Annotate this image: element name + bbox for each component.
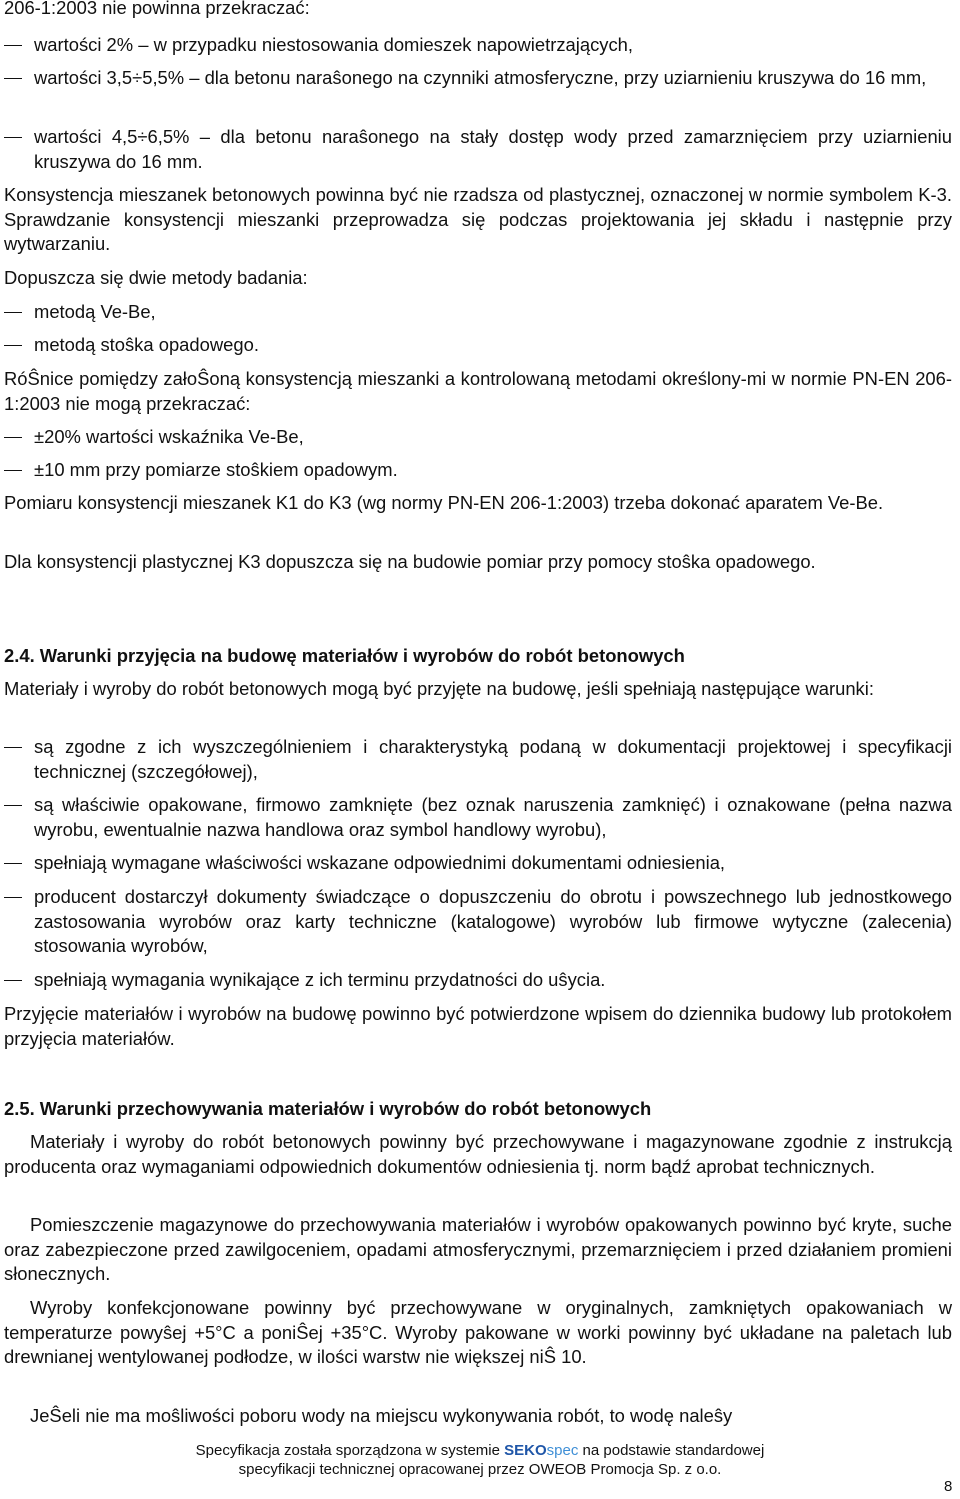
section-heading-2-5: 2.5. Warunki przechowywania materiałów i wyrobów do robót betonowych [4,1098,652,1119]
dash-bullet-icon [4,897,22,898]
list-item: wartości 3,5÷5,5% – dla betonu naraŝonego na czynniki atmosferyczne, przy uziarnieniu kruszywa do 16 mm, [4,66,952,91]
dash-bullet-icon [4,437,22,438]
brand-logo: SEKOspec [504,1442,579,1459]
list-item: są właściwie opakowane, firmowo zamknięte (bez oznak naruszenia zamknięć) i oznakowane (pełna nazwa wyrobu, ewentualnie nazwa handlowa oraz symbol handlowy wyrobu), [4,793,952,842]
dash-bullet-icon [4,747,22,748]
paragraph-measurement: Pomiaru konsystencji mieszanek K1 do K3 (wg normy PN-EN 206-1:2003) trzeba dokonać aparatem Ve-Be. [4,492,884,513]
list-item: metodą stoŝka opadowego. [4,333,952,358]
list-item: są zgodne z ich wyszczególnieniem i charakterystyką podaną w dokumentacji projektowej i specyfikacji technicznej (szczegółowej), [4,735,952,784]
footer [0,1441,960,1479]
list-item: wartości 4,5÷6,5% – dla betonu naraŝonego na stały dostęp wody przed zamarznięciem przy uziarnieniu kruszywa do 16 mm. [4,125,952,174]
section-heading-2-4: 2.4. Warunki przyjęcia na budowę materiałów i wyrobów do robót betonowych [4,645,685,666]
paragraph-consistency: Konsystencja mieszanek betonowych powinna być nie rzadsza od plastycznej, oznaczonej w normie symbolem K-3. Sprawdzanie konsystencji mieszanki przeprowadza się podczas projektowania jej składu i następnie przy wytwarzaniu. [4,184,952,255]
dash-bullet-icon [4,45,22,46]
footer-line-1: Specyfikacja została sporządzona w systemie SEKOspec na podstawie standardowej [195,1442,765,1459]
list-item: spełniają wymagania wynikające z ich terminu przydatności do uŝycia. [4,968,952,993]
paragraph-plastic: Dla konsystencji plastycznej K3 dopuszcza się na budowie pomiar przy pomocy stoŝka opadowego. [4,551,816,572]
paragraph-storage-1: Materiały i wyroby do robót betonowych powinny być przechowywane i magazynowane zgodnie z instrukcją producenta oraz wymaganiami odpowiednich dokumentów odniesienia tj. norm bądź aprobat technicznych. [4,1131,952,1177]
paragraph-storage-2: Pomieszczenie magazynowe do przechowywania materiałów i wyrobów opakowanych powinno być kryte, suche oraz zabezpieczone przed zawilgoceniem, opadami atmosferycznymi, przemarznięciem i przed działaniem promieni słonecznych. [4,1214,952,1285]
dash-bullet-icon [4,78,22,79]
paragraph-differences: RóŜnice pomiędzy załoŜoną konsystencją mieszanki a kontrolowaną metodami określony-mi w normie PN-EN 206-1:2003 nie mogą przekraczać: [4,368,952,414]
dash-bullet-icon [4,345,22,346]
paragraph-storage-4: JeŜeli nie ma moŝliwości poboru wody na miejscu wykonywania robót, to wodę naleŝy [30,1405,733,1426]
dash-bullet-icon [4,863,22,864]
paragraph-storage-3: Wyroby konfekcjonowane powinny być przechowywane w oryginalnych, zamkniętych opakowaniach w temperaturze powyŝej +5°C a poniŜej +35°C. Wyroby pakowane w worki powinny być układane na paletach lub drewnianej wentylowanej podłodze, w ilości warstw nie większej niŜ 10. [4,1297,952,1368]
dash-bullet-icon [4,805,22,806]
list-item: spełniają wymagane właściwości wskazane odpowiednimi dokumentami odniesienia, [4,851,952,876]
list-item: ±20% wartości wskaźnika Ve-Be, [4,425,952,450]
list-item: wartości 2% – w przypadku niestosowania domieszek napowietrzających, [4,33,952,58]
dash-bullet-icon [4,137,22,138]
paragraph-methods: Dopuszcza się dwie metody badania: [4,267,308,288]
paragraph-acceptance: Materiały i wyroby do robót betonowych mogą być przyjęte na budowę, jeśli spełniają następujące warunki: [4,678,874,699]
dash-bullet-icon [4,980,22,981]
dash-bullet-icon [4,312,22,313]
page-number: 8 [944,1478,953,1495]
footer-line-2: specyfikacji technicznej opracowanej przez OWEOB Promocja Sp. z o.o. [238,1461,722,1478]
dash-bullet-icon [4,470,22,471]
list-item: ±10 mm przy pomiarze stoŝkiem opadowym. [4,458,952,483]
list-item: metodą Ve-Be, [4,300,952,325]
paragraph-confirmation: Przyjęcie materiałów i wyrobów na budowę powinno być potwierdzone wpisem do dziennika budowy lub protokołem przyjęcia materiałów. [4,1003,952,1049]
list-item: producent dostarczył dokumenty świadczące o dopuszczeniu do obrotu i powszechnego lub jednostkowego zastosowania wyrobów oraz karty techniczne (katalogowe) wyrobów lub firmowe wytyczne (zalecenia) stosowania wyrobów, [4,885,952,959]
intro-line: 206-1:2003 nie powinna przekraczać: [4,0,310,18]
